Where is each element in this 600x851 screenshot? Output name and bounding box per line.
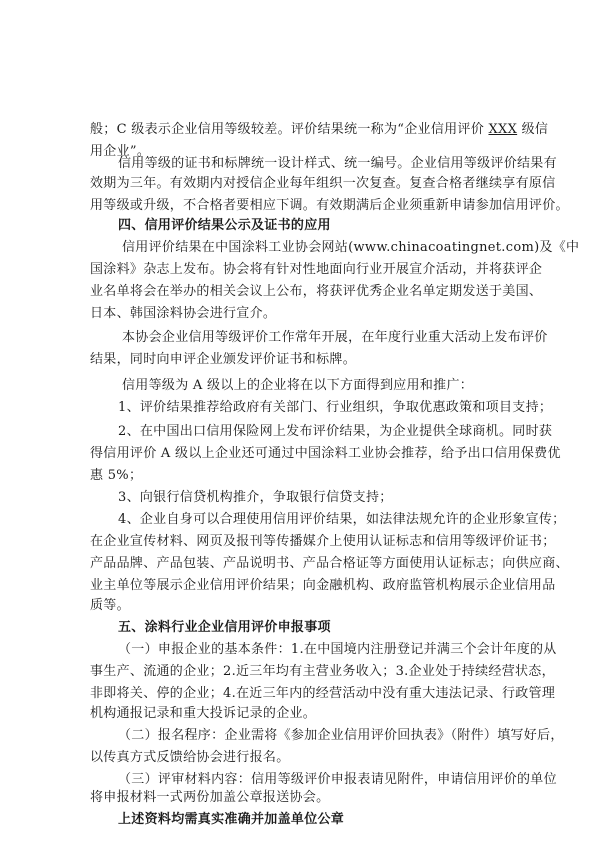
text-line: 1、评价结果推荐给政府有关部门、行业组织，争取优惠政策和项目支持；: [118, 400, 553, 415]
text-line: 4、企业自身可以合理使用信用评价结果，如法律法规允许的企业形象宣传；: [118, 512, 566, 527]
text-line: 日本、韩国涂料协会进行宣介。: [90, 306, 277, 321]
text-line: 信用等级的证书和标牌统一设计样式、统一编号。企业信用等级评价结果有: [118, 156, 557, 171]
text-line: 以传真方式反馈给协会进行报名。: [90, 750, 290, 765]
text-line: 非即将关、停的企业；4.在近三年内的经营活动中没有重大违法记录、行政管理: [90, 686, 556, 701]
text-line: 得信用评价 A 级以上企业还可通过中国涂料工业协会推荐，给予出口信用保费优: [90, 446, 561, 461]
text-line: 本协会企业信用等级评价工作常年开展，在年度行业重大活动上发布评价: [122, 330, 548, 345]
text-line: 效期为三年。有效期内对授信企业每年组织一次复查。复查合格者继续享有原信: [90, 176, 556, 191]
text-line: 国涂料》杂志上发布。协会将有针对性地面向行业开展宣介活动，并将获评企: [90, 262, 543, 277]
text-line: 机构通报记录和重大投诉记录的企业。: [90, 706, 317, 721]
text-line: 用等级或升级，不合格者要相应下调。有效期满后企业须重新申请参加信用评价。: [90, 198, 569, 213]
text-line: 事生产、流通的企业；2.近三年均有主营业务收入；3.企业处于持续经营状态，: [90, 664, 555, 679]
text-line: 将申报材料一式两份加盖公章报送协会。: [90, 790, 330, 805]
text-line: （二）报名程序：企业需将《参加企业信用评价回执表》（附件）填写好后，: [118, 728, 564, 743]
text-line: 3、向银行信贷机构推介，争取银行信贷支持；: [118, 490, 393, 505]
text-line: 2、在中国出口信用保险网上发布评价结果，为企业提供全球商机。同时获: [118, 424, 553, 439]
text-line: 用企业”。: [90, 144, 151, 159]
text-line: 质等。: [90, 598, 130, 613]
text-line: 结果，同时向申评企业颁发评价证书和标牌。: [90, 352, 357, 367]
text-line: 信用等级为 A 级以上的企业将在以下方面得到应用和推广：: [122, 378, 474, 393]
text-line: 在企业宣传材料、网页及报刊等传播媒介上使用认证标志和信用等级评价证书；: [90, 534, 556, 549]
text-line: （一）申报企业的基本条件：1.在中国境内注册登记并满三个会计年度的从: [118, 642, 557, 657]
text-line: （三）评审材料内容：信用等级评价申报表请见附件，申请信用评价的单位: [118, 772, 557, 787]
text-line: 业主单位等展示企业信用评价结果；向金融机构、政府监管机构展示企业信用品: [90, 578, 556, 593]
text-line: 般；C 级表示企业信用等级较差。评价结果统一称为“企业信用评价 XXX 级信: [90, 122, 549, 137]
section-heading: 五、涂料行业企业信用评价申报事项: [118, 620, 331, 635]
text-line: 惠 5%；: [90, 468, 143, 483]
text-line: 产品品牌、产品包装、产品说明书、产品合格证等方面使用认证标志；向供应商、: [90, 556, 569, 571]
closing-note: 上述资料均需真实准确并加盖单位公章: [118, 812, 345, 827]
grade-placeholder: XXX: [488, 122, 518, 137]
section-heading: 四、信用评价结果公示及证书的应用: [118, 218, 331, 233]
text-line: 业名单将会在举办的相关会议上公布，将获评优秀企业名单定期发送于美国、: [90, 284, 543, 299]
text-line: 信用评价结果在中国涂料工业协会网站(www.chinacoatingnet.com)及《中: [122, 240, 580, 255]
